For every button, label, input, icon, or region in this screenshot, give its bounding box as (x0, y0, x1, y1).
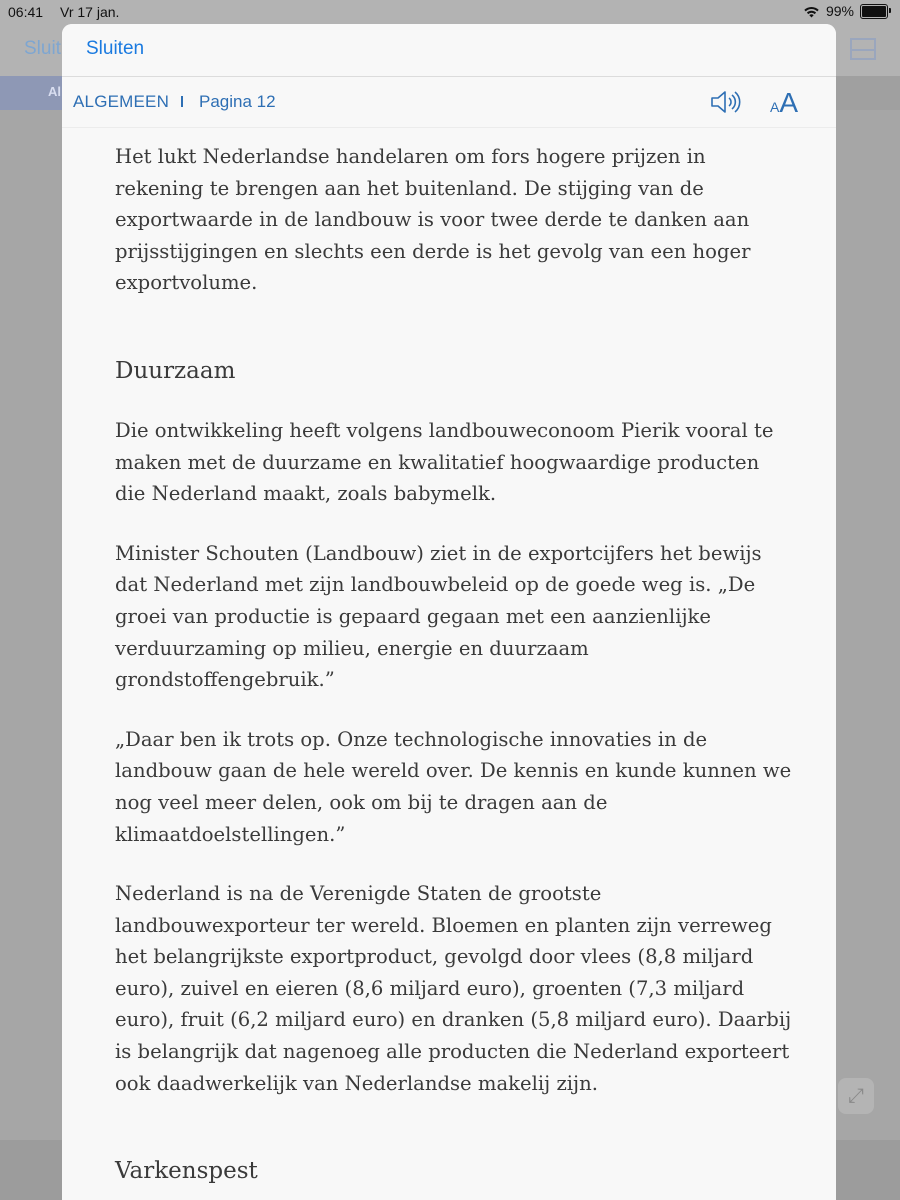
status-bar (0, 0, 900, 24)
section-heading: Varkenspest (115, 1158, 258, 1185)
speaker-icon[interactable] (708, 89, 744, 115)
layout-icon (850, 38, 876, 60)
section-bar (62, 77, 836, 128)
paragraph: Minister Schouten (Landbouw) ziet in de exportcijfers het bewijs dat Nederland met zijn landbouwbeleid op de goede weg is. „De groei van productie is gepaard gegaan met een aanzienlijke verduurzaming op milieu, energie en duurzaam grondstoffengebruik.” (115, 541, 762, 692)
expand-icon: ⤢ (838, 1078, 874, 1114)
sheet-header (62, 24, 836, 77)
close-button[interactable]: Sluiten (86, 38, 145, 59)
paragraph: Het lukt Nederlandse handelaren om fors hogere prijzen in rekening te brengen aan het buitenland. De stijging van de exportwaarde in de landbouw is voor twee derde te danken aan prijsstijgingen en slechts een derde is het gevolg van een hoger exportvolume. (115, 145, 751, 295)
font-size-big-label: A (779, 87, 799, 118)
article-body (115, 141, 795, 1187)
status-date: Vr 17 jan. (60, 4, 120, 20)
status-right (803, 3, 888, 19)
section-separator (181, 96, 183, 107)
paragraph: Nederland is na de Verenigde Staten de grootste landbouwexporteur ter wereld. Bloemen en planten zijn verreweg het belangrijkste exportproduct, gevolgd door vlees (8,8 miljard euro), zuivel en eieren (8,6 miljard euro), groenten (7,3 miljard euro), fruit (6,2 miljard euro) en dranken (5,8 miljard euro). Daarbij is belangrijk dat nagenoeg alle producten die Nederland exporteert ook daadwerkelijk van Nederlandse makelij zijn. (115, 882, 792, 1095)
font-size-button[interactable] (770, 87, 798, 119)
wifi-icon (803, 5, 820, 18)
status-time: 06:41 (8, 4, 44, 20)
section-heading: Duurzaam (115, 357, 236, 384)
section-name: ALGEMEEN (73, 92, 170, 111)
font-size-small-label: A (770, 99, 780, 115)
page-label: Pagina 12 (199, 92, 276, 111)
background-section-label: Al (48, 84, 61, 99)
background-section-bar-right (836, 76, 900, 110)
background-close-button: Sluit (24, 38, 61, 59)
paragraph: Die ontwikkeling heeft volgens landbouweconoom Pierik vooral te maken met de duurzame en kwalitatief hoogwaardige producten die Nederland maakt, zoals babymelk. (115, 418, 774, 506)
article-sheet (62, 24, 836, 1200)
battery-percentage: 99% (825, 3, 854, 19)
battery-icon (860, 4, 888, 19)
paragraph: „Daar ben ik trots op. Onze technologische innovaties in de landbouw gaan de hele wereld over. De kennis en kunde kunnen we nog veel meer delen, ook om bij te dragen aan de klimaatdoelstellingen.” (115, 727, 792, 846)
